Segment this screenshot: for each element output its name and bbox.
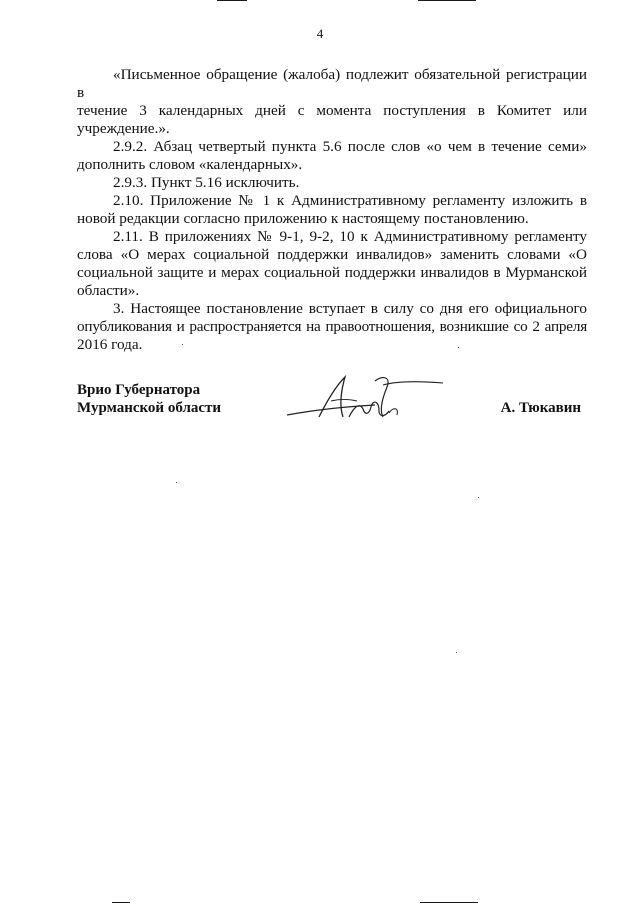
paragraph-2-10 <box>77 192 587 228</box>
bottom-scan-mark-right <box>420 902 478 903</box>
bottom-scan-mark-left <box>112 902 130 903</box>
text-line: 2.11. В приложениях № 9-1, 9-2, 10 к Административному регламенту <box>113 228 587 245</box>
scan-speck <box>182 344 183 345</box>
text-line: социальной защите и мерах социальной поддержки инвалидов в Мурманской <box>77 264 587 281</box>
text-line: течение 3 календарных дней с момента поступления в Комитет или <box>77 102 587 119</box>
text-line: 3. Настоящее постановление вступает в силу со дня его официального <box>113 300 587 317</box>
paragraph-2-9-3 <box>77 174 587 192</box>
document-body <box>77 66 587 354</box>
signatory-title <box>77 381 221 417</box>
text-line: 2016 года. <box>77 336 143 353</box>
scan-speck <box>478 497 479 498</box>
paragraph-3 <box>77 300 587 354</box>
text-line: 2.9.2. Абзац четвертый пункта 5.6 после слов «о чем в течение семи» <box>113 138 587 155</box>
paragraph-quote <box>77 66 587 138</box>
text-line: 2.10. Приложение № 1 к Административному регламенту изложить в <box>113 192 587 209</box>
scan-speck <box>458 347 459 348</box>
text-line: дополнить словом «календарных». <box>77 156 303 173</box>
text-line: области». <box>77 282 140 299</box>
paragraph-2-9-2 <box>77 138 587 174</box>
text-line: опубликования и распространяется на правоотношения, возникшие со 2 апреля <box>77 318 587 335</box>
text-line: учреждение.». <box>77 120 170 137</box>
signatory-title-line: Врио Губернатора <box>77 382 201 398</box>
text-line: 2.9.3. Пункт 5.16 исключить. <box>113 174 300 191</box>
top-scan-mark-right <box>418 0 476 1</box>
text-line: «Письменное обращение (жалоба) подлежит обязательной регистрации в <box>77 66 587 101</box>
top-scan-mark-left <box>217 0 247 1</box>
text-line: новой редакции согласно приложению к настоящему постановлению. <box>77 210 529 227</box>
paragraph-2-11 <box>77 228 587 300</box>
text-line: слова «О мерах социальной поддержки инвалидов» заменить словами «О <box>77 246 587 263</box>
signatory-name: А. Тюкавин <box>500 400 581 416</box>
handwritten-signature <box>279 371 449 427</box>
signatory-title-line: Мурманской области <box>77 400 222 416</box>
page-number: 4 <box>316 26 324 41</box>
signature-block <box>77 381 587 441</box>
scan-speck <box>456 652 457 653</box>
scan-speck <box>176 482 177 483</box>
